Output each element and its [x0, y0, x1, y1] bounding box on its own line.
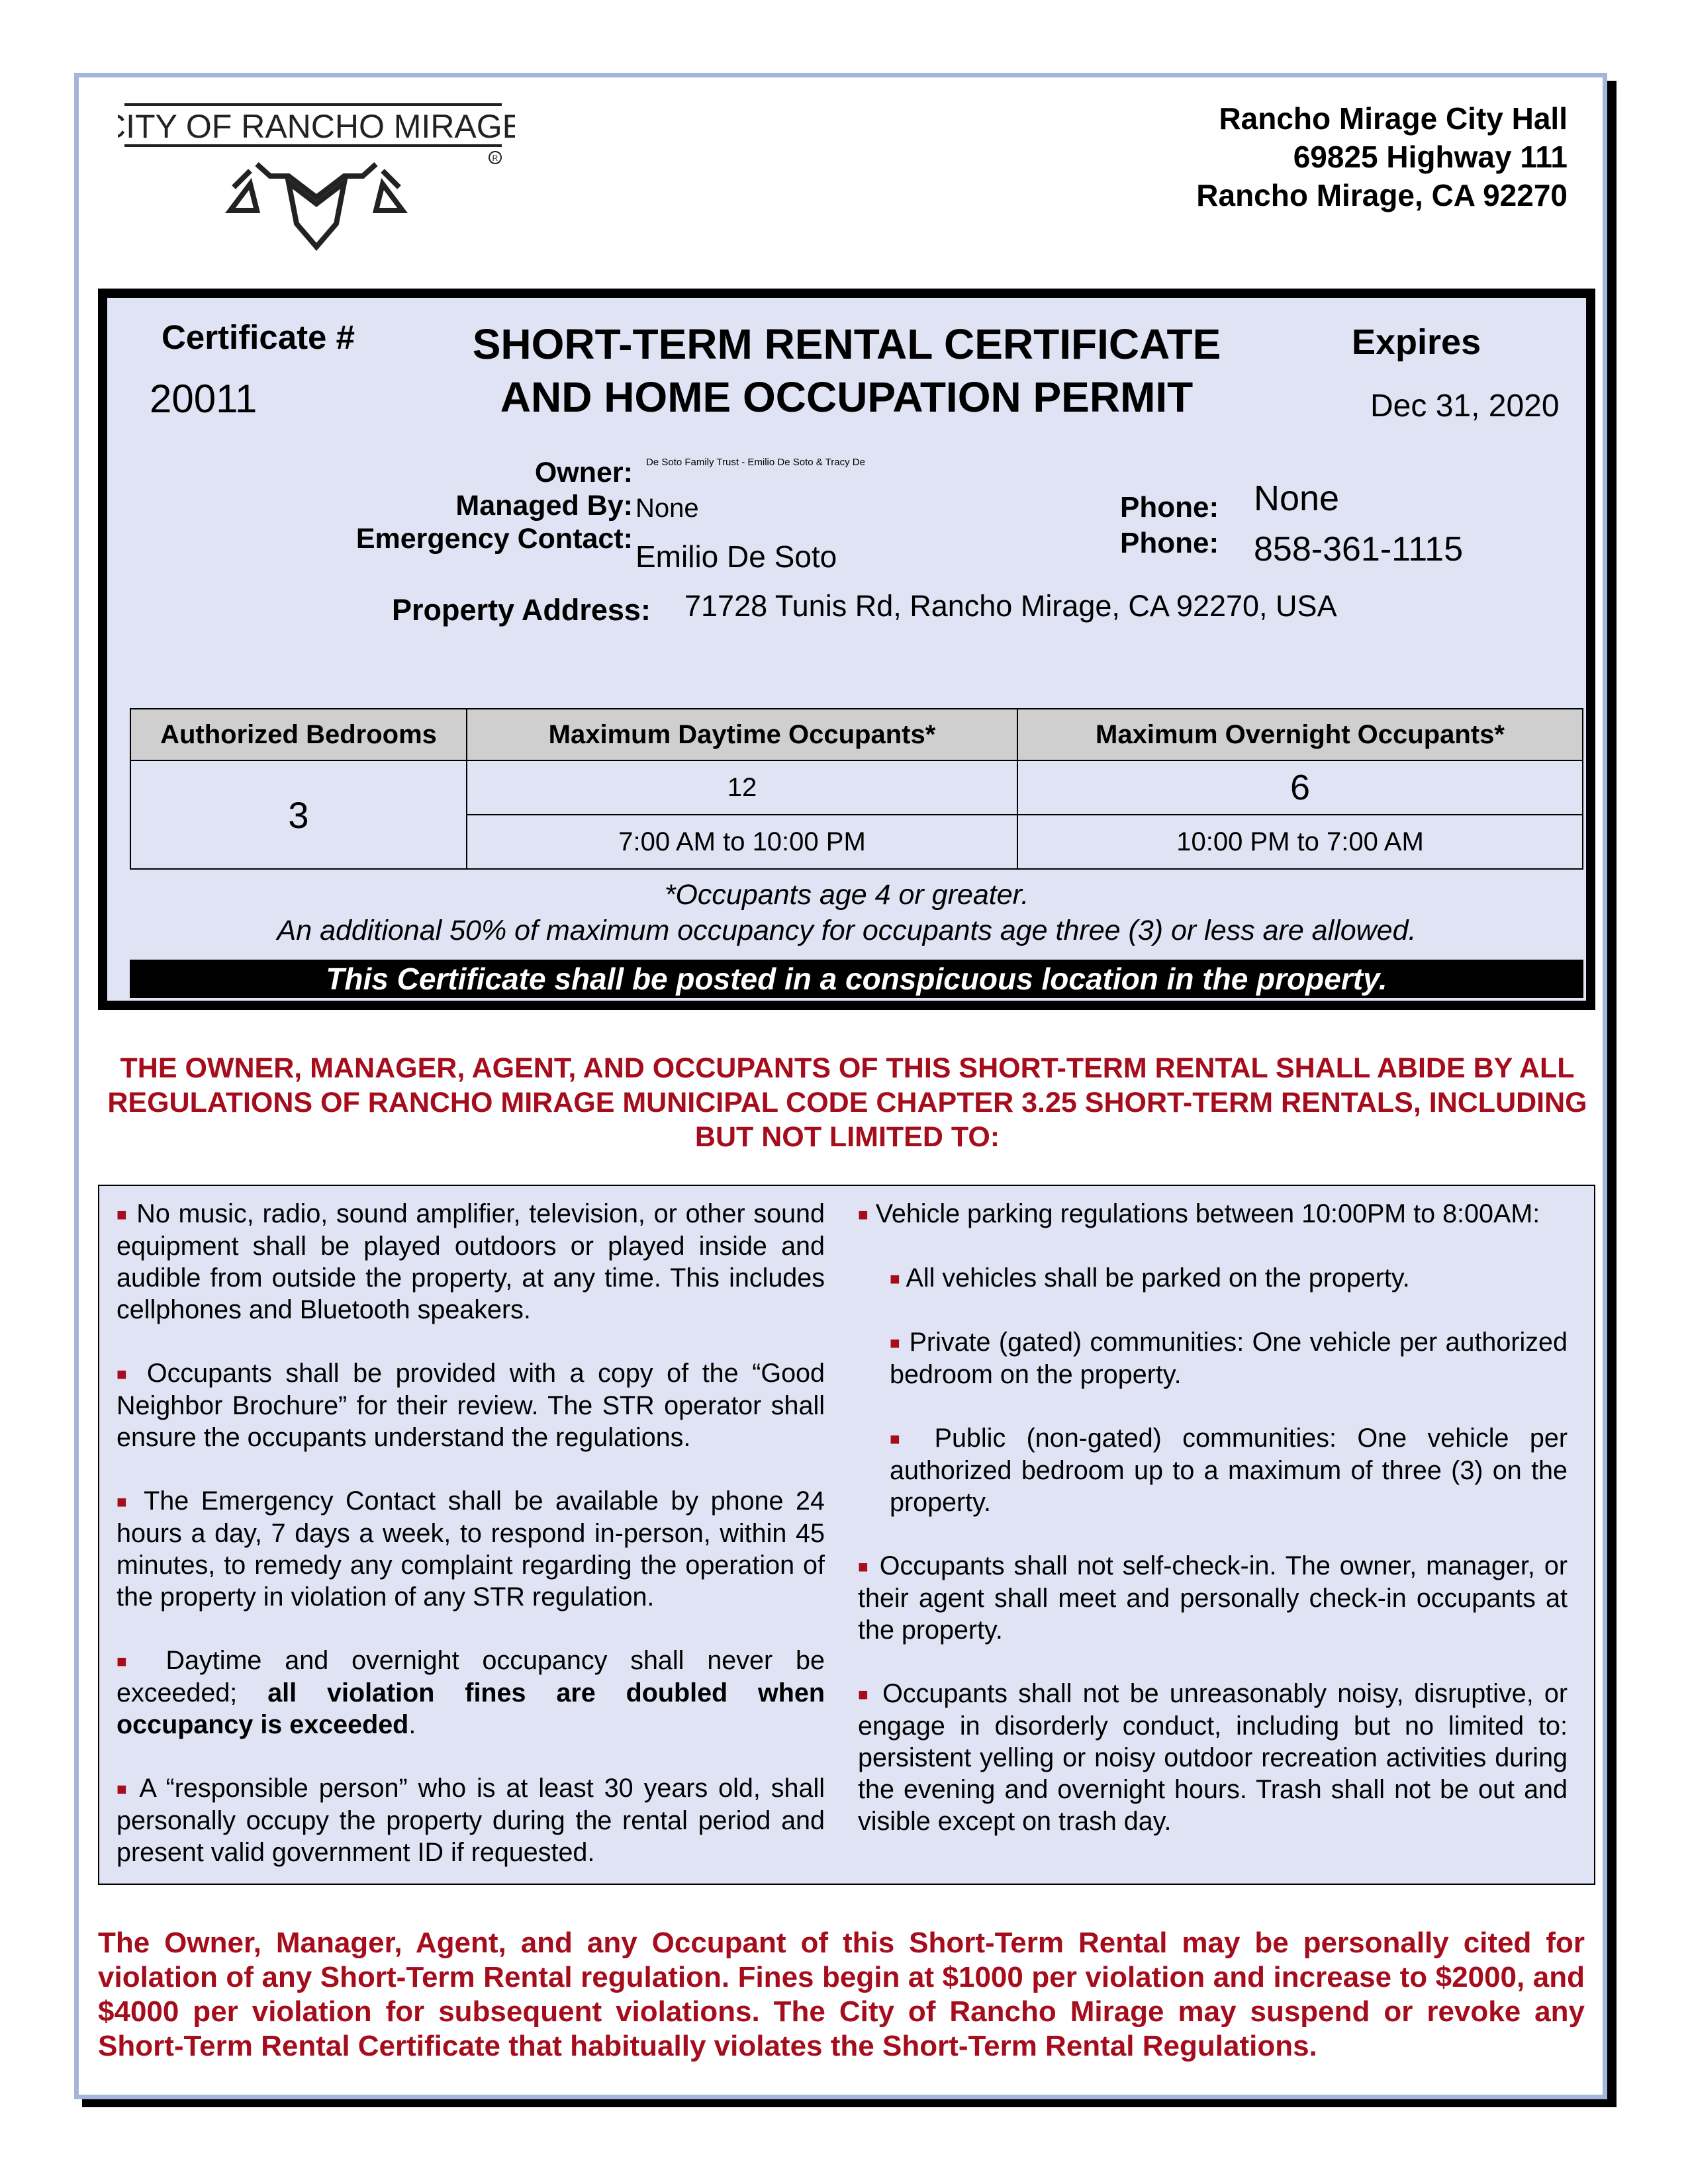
- overnight-hours: 10:00 PM to 7:00 AM: [1017, 815, 1583, 869]
- owner-label: Owner:: [534, 457, 633, 488]
- phone-value-2: 858-361-1115: [1254, 530, 1464, 569]
- bullet-square-icon: ■: [117, 1779, 130, 1799]
- phone-label-1: Phone:: [1120, 491, 1219, 523]
- phone-value-1: None: [1254, 478, 1340, 518]
- occupancy-header-row: [130, 709, 1583, 760]
- certificate-panel: [107, 298, 1586, 1001]
- bedrooms-value: 3: [130, 760, 467, 869]
- occupants-age-note: *Occupants age 4 or greater.: [664, 879, 1029, 911]
- rule-check-in: ■ Occupants shall not self-check-in. The owner, manager, or their agent shall meet and personally check-in occupants at the property.: [858, 1551, 1568, 1645]
- daytime-max-value: 12: [467, 760, 1017, 815]
- regulations-left-column: [117, 1198, 825, 1900]
- rule-noise: ■ Occupants shall not be unreasonably noisy, disruptive, or engage in disorderly conduct, including but no limited to: persistent yelling or noisy outdoor recreation activities during the evening and overnight hours. Trash shall not be out and visible except on trash day.: [858, 1679, 1568, 1836]
- bullet-square-icon: ■: [890, 1269, 900, 1289]
- rule-responsible-person: ■ A “responsible person” who is at least 30 years old, shall personally occupy the property during the rental period and present valid government ID if requested.: [117, 1774, 825, 1867]
- rule-parking-private: ■ Private (gated) communities: One vehicle per authorized bedroom on the property.: [890, 1328, 1568, 1389]
- city-logo: [118, 98, 515, 257]
- rule-good-neighbor: ■ Occupants shall be provided with a copy of the “Good Neighbor Brochure” for their review. The STR operator shall ensure the occupants understand the regulations.: [117, 1359, 825, 1452]
- post-notice-banner: This Certificate shall be posted in a conspicuous location in the property.: [130, 960, 1583, 998]
- city-hall-name: Rancho Mirage City Hall: [1219, 101, 1568, 136]
- additional-occupancy-note: An additional 50% of maximum occupancy for occupants age three (3) or less are allowed.: [277, 915, 1417, 946]
- rule-no-music: ■ No music, radio, sound amplifier, television, or other sound equipment shall be played outdoors or played inside and audible from outside the property, at any time. This includes cellphones and Bluetooth speakers.: [117, 1199, 825, 1324]
- rule-parking-all: ■ All vehicles shall be parked on the property.: [890, 1263, 1410, 1293]
- cert-number-label: Certificate #: [162, 318, 355, 356]
- cert-number: 20011: [150, 377, 258, 421]
- phone-label-2: Phone:: [1120, 527, 1219, 559]
- property-address-value: 71728 Tunis Rd, Rancho Mirage, CA 92270, USA: [684, 589, 1337, 623]
- logo-wordmark: CITY OF RANCHO MIRAGE: [118, 108, 515, 145]
- managed-by-value: None: [635, 494, 699, 523]
- emergency-contact-label: Emergency Contact:: [355, 523, 633, 555]
- header-overnight: Maximum Overnight Occupants*: [1017, 709, 1583, 760]
- bullet-square-icon: ■: [890, 1333, 902, 1353]
- bullet-square-icon: ■: [890, 1429, 914, 1449]
- bullet-square-icon: ■: [858, 1557, 870, 1576]
- rule-emergency-contact: ■ The Emergency Contact shall be available by phone 24 hours a day, 7 days a week, to respond in-person, within 45 minutes, to remedy any complaint regarding the operation of the property in violation of any STR regulation.: [117, 1486, 825, 1612]
- expires-label: Expires: [1352, 322, 1481, 362]
- rule-parking-public: ■ Public (non-gated) communities: One vehicle per authorized bedroom up to a maximum of three (3) on the property.: [890, 1424, 1568, 1517]
- regulations-right-column: [858, 1198, 1568, 1869]
- bullet-square-icon: ■: [858, 1684, 872, 1704]
- city-hall-address: [1196, 99, 1568, 214]
- daytime-hours: 7:00 AM to 10:00 PM: [467, 815, 1017, 869]
- bullet-square-icon: ■: [117, 1364, 134, 1384]
- penalty-statement: The Owner, Manager, Agent, and any Occupant of this Short-Term Rental may be personally cited for violation of any Short-Term Rental regulation. Fines begin at $1000 per violation and increase to $2000, and $4000 per violation for subsequent violations. The City of Rancho Mirage may suspend or revoke any Short-Term Rental Certificate that habitually violates the Short-Term Rental Regulations.: [98, 1927, 1585, 2062]
- svg-text:R: R: [492, 154, 498, 163]
- occupancy-table: [130, 708, 1583, 870]
- owner-value: De Soto Family Trust - Emilio De Soto & Tracy De: [646, 457, 865, 468]
- abide-statement: THE OWNER, MANAGER, AGENT, AND OCCUPANTS OF THIS SHORT-TERM RENTAL SHALL ABIDE BY ALL REGULATIONS OF RANCHO MIRAGE MUNICIPAL CODE CHAPTER 3.25 SHORT-TERM RENTALS, INCLUDING BUT NOT LIMITED TO:: [107, 1052, 1587, 1153]
- managed-by-label: Managed By:: [455, 490, 633, 522]
- regulations-panel: [98, 1185, 1595, 1885]
- expires-date: Dec 31, 2020: [1370, 388, 1560, 424]
- city-hall-street: 69825 Highway 111: [1293, 140, 1568, 174]
- bullet-square-icon: ■: [117, 1492, 132, 1512]
- overnight-max-value: 6: [1017, 760, 1583, 815]
- bullet-square-icon: ■: [117, 1651, 143, 1671]
- title-line-1: SHORT-TERM RENTAL CERTIFICATE: [472, 320, 1221, 368]
- occupancy-count-row: [130, 760, 1583, 815]
- rule-parking: ■ Vehicle parking regulations between 10:00PM to 8:00AM:: [858, 1199, 1540, 1228]
- ram-emblem-icon: [230, 164, 402, 247]
- bullet-square-icon: ■: [858, 1205, 868, 1224]
- header-bedrooms: Authorized Bedrooms: [130, 709, 467, 760]
- property-address-label: Property Address:: [392, 593, 651, 627]
- header-daytime: Maximum Daytime Occupants*: [467, 709, 1017, 760]
- city-hall-city: Rancho Mirage, CA 92270: [1196, 178, 1568, 212]
- rule-occupancy: ■ Daytime and overnight occupancy shall never be exceeded; all violation fines are doubled when occupancy is exceeded.: [117, 1646, 825, 1739]
- certificate-frame: [98, 289, 1595, 1010]
- title-line-2: AND HOME OCCUPATION PERMIT: [500, 373, 1194, 421]
- bullet-square-icon: ■: [117, 1205, 128, 1224]
- emergency-contact-value: Emilio De Soto: [635, 539, 837, 574]
